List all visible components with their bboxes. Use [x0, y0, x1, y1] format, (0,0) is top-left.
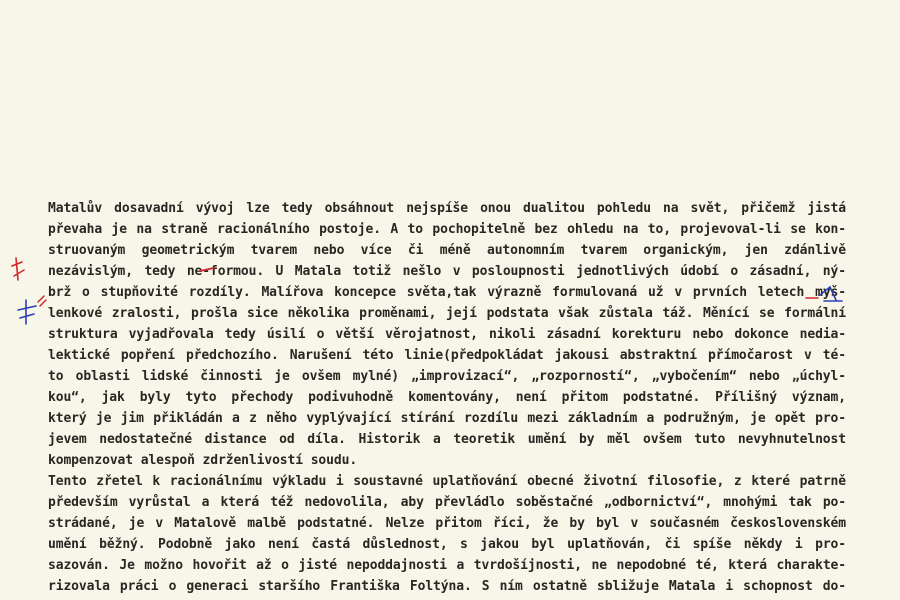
text-line: především vyrůstal a která též nedovolila, aby převládlo soběstačné „odbornictví“, mnohými tak po-: [48, 495, 846, 510]
text-line: který je jim přikládán a z něho vyplývající stírání rozdílu mezi základním a podružným, je opět pro-: [48, 411, 846, 426]
blue-proof-mark-icon: [18, 300, 36, 324]
text-line: kompenzovat alespoň zdrženlivostí soudu.: [48, 453, 358, 468]
text-line: struovaným geometrickým tvarem nebo více či méně autonomním tvarem organickým, jen zdánlivě: [48, 243, 846, 258]
text-line: kou“, jak byly tyto přechody podivuhodně komentovány, není přitom podstatné. Přílišný význam,: [48, 390, 846, 405]
red-proof-mark-icon: [12, 258, 24, 280]
text-line: Matalův dosavadní vývoj lze tedy obsáhnout nejspíše onou dualitou pohledu na svět, přičemž jistá: [48, 201, 846, 216]
text-line: nezávislým, tedy ne-formou. U Matala totiž nešlo v posloupnosti jednotlivých údobí o zásadní, ný-: [48, 264, 846, 279]
text-line: rizovala práci o generaci staršího Františka Foltýna. S ním ostatně sbližuje Matala i schopnost do-: [48, 579, 846, 594]
body-text: [48, 198, 846, 597]
text-line: Tento zřetel k racionálnímu výkladu i soustavné uplatňování obecné životní filosofie, z které patrně: [48, 474, 846, 489]
text-line: lektické popření předchozího. Narušení této linie(předpokládat jakousi abstraktní přímočarost v té-: [48, 348, 846, 363]
text-line: jevem nedostatečné distance od díla. Historik a teoretik umění by měl ovšem tuto nevyhnutelnost: [48, 432, 846, 447]
text-line: strádané, je v Matalově malbě podstatné. Nelze přitom říci, že by byl v současném československém: [48, 516, 846, 531]
text-line: to oblasti lidské činnosti je ovšem mylné) „improvizací“, „rozporností“, „vybočením“ nebo „úchyl-: [48, 369, 846, 384]
text-line: převaha je na straně racionálního postoje. A to pochopitelně bez ohledu na to, projevoval-li se kon-: [48, 222, 846, 237]
text-line: lenkové zralosti, prošla sice několika proměnami, její podstata však zůstala táž. Měnící se formální: [48, 306, 846, 321]
text-line: umění běžný. Podobně jako není častá důslednost, s jakou byl uplatňován, či spíše někdy i pro-: [48, 537, 846, 552]
text-line: sazován. Je možno hovořit až o jisté nepoddajnosti a tvrdošíjnosti, ne nepodobné té, která charakte-: [48, 558, 846, 573]
text-line: struktura vyjadřovala tedy úsilí o větší věrojatnost, nikoli zásadní korekturu nebo dokonce nedia-: [48, 327, 846, 342]
text-line: brž o stupňovité rozdíly. Malířova koncepce světa,tak výrazně formulovaná už v prvních letech myš-: [48, 285, 846, 300]
red-proof-mark-small-icon: [38, 296, 46, 306]
